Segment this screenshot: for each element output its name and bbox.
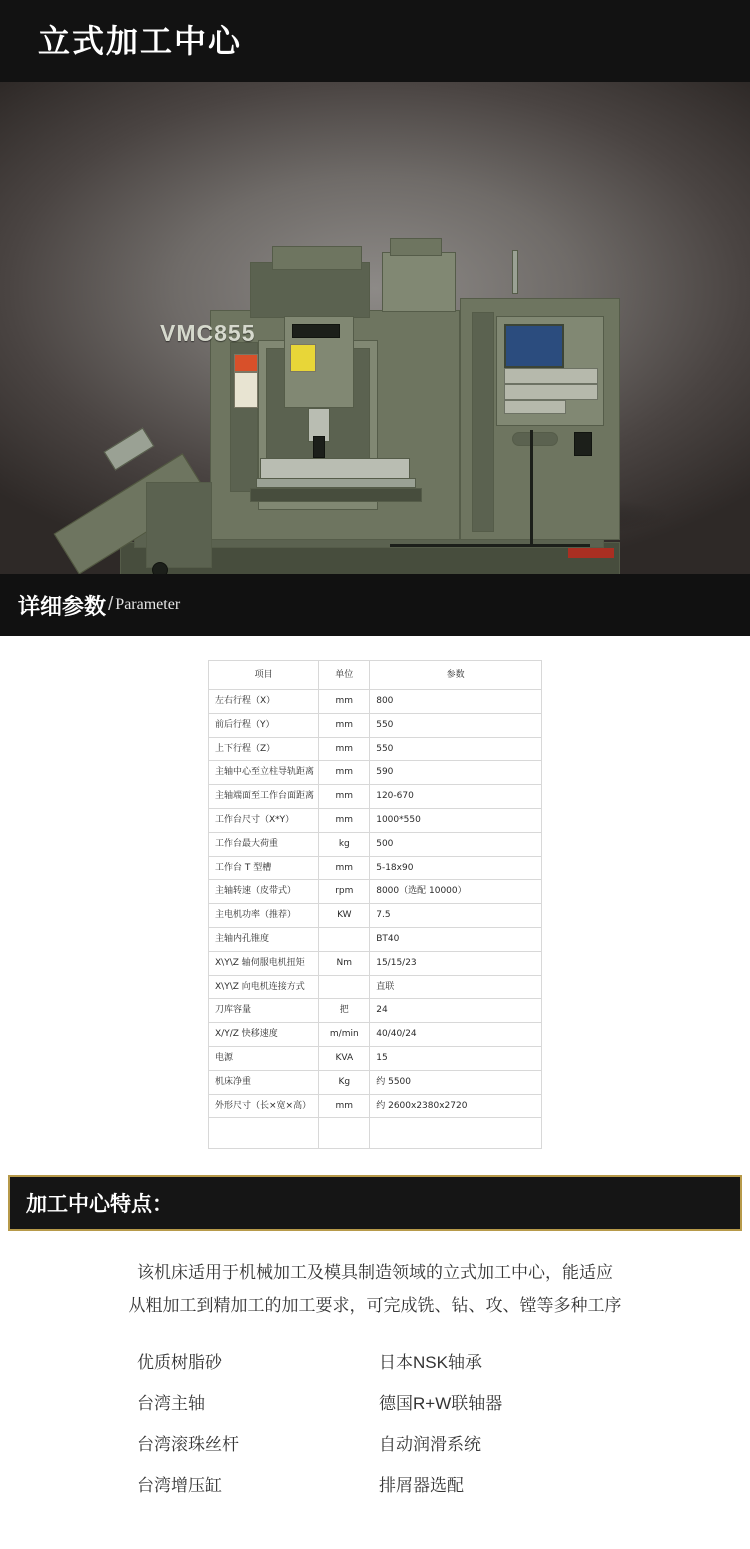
cabinet-switch-box[interactable] [574,432,592,456]
parameter-table [208,660,542,1149]
cell-unit: KVA [319,1046,370,1070]
cell-item: X\Y\Z 轴伺服电机扭矩 [209,951,319,975]
cell-item: 工作台尺寸（X*Y） [209,808,319,832]
warning-label-red [234,354,258,372]
parameter-table-body [209,690,542,1149]
table-row [209,832,542,856]
features-paragraph-line1: 该机床适用于机械加工及模具制造领域的立式加工中心，能适应 [137,1263,613,1283]
table-row [209,975,542,999]
table-row [209,951,542,975]
parameter-title-slash: / [108,594,114,615]
cell-value: 15 [370,1046,542,1070]
table-row [209,808,542,832]
cell-value: 40/40/24 [370,1023,542,1047]
feature-bullet-left-4: 台湾增压缸 [137,1475,222,1495]
spacer-cell [319,1118,370,1149]
cell-value: 120-670 [370,785,542,809]
feature-bullet-left-1: 优质树脂砂 [137,1352,222,1372]
features-bullet-grid [0,1348,750,1496]
cell-value: 550 [370,713,542,737]
feature-bullet-right-4: 排屑器选配 [379,1475,464,1495]
parameter-section-header [0,574,750,636]
cell-unit: mm [319,737,370,761]
feature-bullet-right-1: 日本NSK轴承 [379,1352,482,1372]
cell-item: 电源 [209,1046,319,1070]
feature-bullet-left-2: 台湾主轴 [137,1393,205,1413]
spacer-cell [209,1118,319,1149]
page-title-bar [0,0,750,82]
cell-unit: kg [319,832,370,856]
cabinet-handle[interactable] [512,432,558,446]
cnc-keypad-row3[interactable] [504,400,566,414]
table-row [209,1094,542,1118]
cell-value: BT40 [370,927,542,951]
chip-conveyor-head [104,427,155,470]
table-row [209,880,542,904]
cell-item: 前后行程（Y） [209,713,319,737]
table-row [209,1046,542,1070]
parameter-title-en: Parameter [115,596,181,613]
cell-unit: mm [319,1094,370,1118]
table-row [209,761,542,785]
table-row [209,927,542,951]
cabinet-edge [472,312,494,532]
cell-item: 主轴中心至立柱导轨距离 [209,761,319,785]
cell-unit: mm [319,856,370,880]
cell-value: 500 [370,832,542,856]
cell-unit: mm [319,785,370,809]
cell-item: 主轴转速（皮带式） [209,880,319,904]
work-table-base [250,488,422,502]
table-row [209,999,542,1023]
cell-value: 约 5500 [370,1070,542,1094]
table-row [209,713,542,737]
cell-item: 外形尺寸（长×宽×高） [209,1094,319,1118]
table-spacer-row [209,1118,542,1149]
machine-model-label: VMC855 [160,320,256,346]
cell-item: 工作台最大荷重 [209,832,319,856]
cell-item: X/Y/Z 快移速度 [209,1023,319,1047]
features-title: 加工中心特点： [26,1193,173,1217]
cnc-keypad-row2[interactable] [504,384,598,400]
cell-value: 直联 [370,975,542,999]
cell-value: 550 [370,737,542,761]
cnc-keypad-row1[interactable] [504,368,598,384]
column-header-unit: 单位 [319,661,370,690]
tool-magazine-panel [292,324,340,338]
cell-value: 7.5 [370,904,542,928]
machine-top-cap [272,246,362,270]
cell-item: 机床净重 [209,1070,319,1094]
feature-bullet-left-3: 台湾滚珠丝杆 [137,1434,239,1454]
machine-top-box [382,252,456,312]
cell-value: 800 [370,690,542,714]
cell-item: 工作台 T 型槽 [209,856,319,880]
cell-value: 8000（选配 10000） [370,880,542,904]
machine-top-box-lid [390,238,442,256]
cell-item: 主轴端面至工作台面距离 [209,785,319,809]
cell-item: X\Y\Z 向电机连接方式 [209,975,319,999]
cell-value: 约 2600x2380x2720 [370,1094,542,1118]
column-header-item: 项目 [209,661,319,690]
cell-item: 左右行程（X） [209,690,319,714]
cell-unit: rpm [319,880,370,904]
spindle-tool [313,436,325,458]
warning-label-yellow [290,344,316,372]
table-row [209,856,542,880]
features-section-header [8,1175,742,1231]
cell-value: 1000*550 [370,808,542,832]
cell-item: 主轴内孔锥度 [209,927,319,951]
work-table [260,458,410,480]
features-body [0,1231,750,1530]
cell-unit: mm [319,713,370,737]
cell-value: 15/15/23 [370,951,542,975]
cell-item: 主电机功率（推荐） [209,904,319,928]
cell-value: 5-18x90 [370,856,542,880]
cnc-screen[interactable] [504,324,564,368]
cell-unit: Nm [319,951,370,975]
cell-item: 刀库容量 [209,999,319,1023]
spacer-cell [370,1118,542,1149]
page-title: 立式加工中心 [38,23,243,59]
feature-bullet-right-2: 德国R+W联轴器 [379,1393,503,1413]
cell-unit: mm [319,808,370,832]
machine-illustration [60,232,680,574]
table-row [209,904,542,928]
cell-unit [319,927,370,951]
features-paragraph-line2: 从粗加工到精加工的加工要求，可完成铣、钻、攻、镗等多种工序 [128,1295,622,1315]
cable-vertical [530,430,533,546]
parameter-title-cn: 详细参数 [18,593,107,619]
cell-item: 上下行程（Z） [209,737,319,761]
table-row [209,1070,542,1094]
table-row [209,785,542,809]
base-red-strip [568,548,614,558]
chip-conveyor-outlet [146,482,212,568]
machine-upper-column [250,262,370,318]
cell-unit: Kg [319,1070,370,1094]
cell-value: 590 [370,761,542,785]
table-header-row [209,661,542,690]
feature-bullet-right-3: 自动润滑系统 [379,1434,481,1454]
cell-unit: mm [319,761,370,785]
cell-unit [319,975,370,999]
column-header-value: 参数 [370,661,542,690]
cell-value: 24 [370,999,542,1023]
features-paragraph [0,1257,750,1322]
signal-light-pole [512,250,518,294]
work-table-saddle [256,478,416,488]
warning-label-white [234,372,258,408]
table-row [209,690,542,714]
cell-unit: mm [319,690,370,714]
parameter-table-wrapper [0,636,750,1171]
cell-unit: m/min [319,1023,370,1047]
table-row [209,1023,542,1047]
cell-unit: KW [319,904,370,928]
cell-unit: 把 [319,999,370,1023]
table-row [209,737,542,761]
cable-horizontal [390,544,590,547]
conveyor-wheel [152,562,168,574]
product-hero-image [0,82,750,574]
